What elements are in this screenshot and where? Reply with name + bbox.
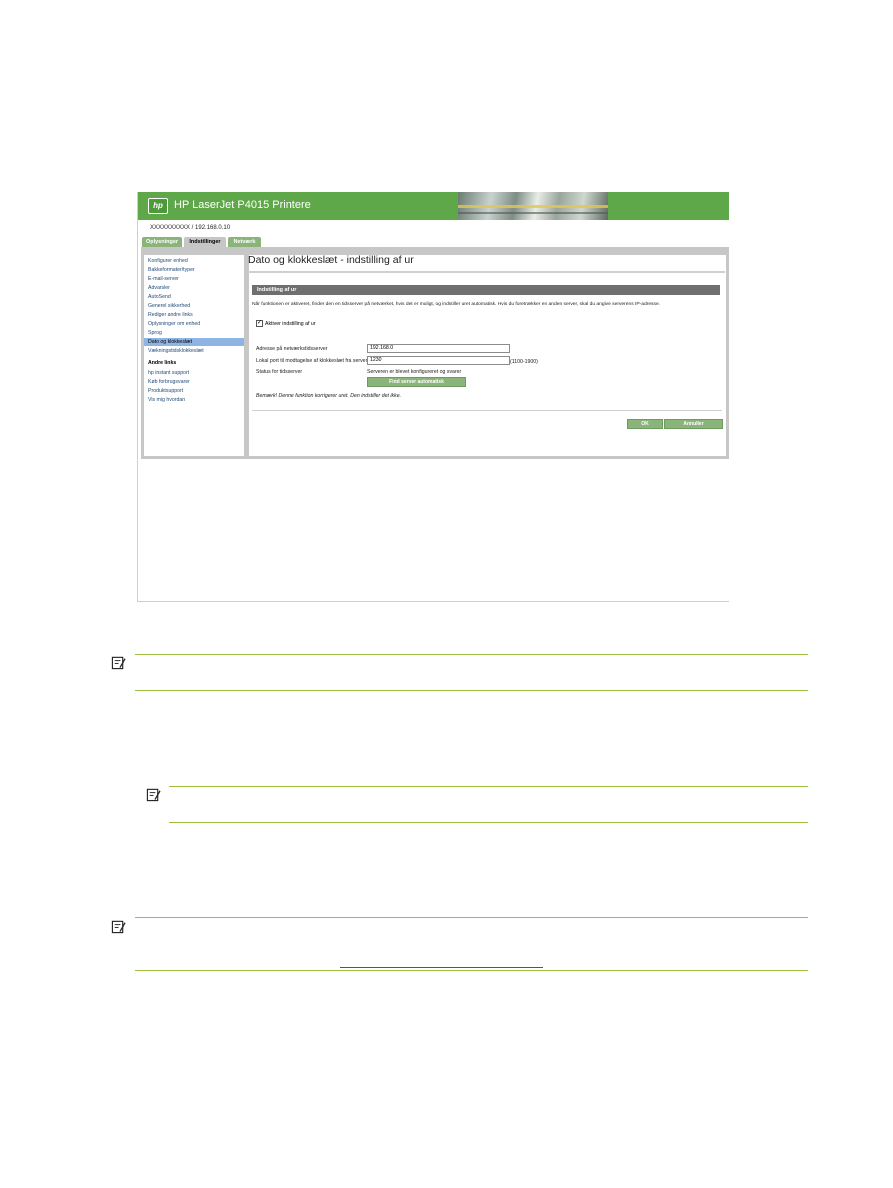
tab-oplysninger[interactable]: Oplysninger — [142, 237, 182, 247]
link-hp-instant-support[interactable]: hp instant support — [148, 370, 190, 376]
note-icon — [111, 919, 126, 934]
device-address: XXXXXXXXXX / 192.168.0.10 — [150, 225, 231, 231]
sidebar — [144, 255, 244, 456]
local-port-input[interactable]: 1230 — [367, 356, 510, 365]
server-status-value: Serveren er blevet konfigureret og svarer — [367, 369, 462, 375]
note-rule-bottom-3 — [135, 970, 808, 971]
hp-logo: hp — [148, 198, 168, 214]
section-description: Når funktionen er aktiveret, finder den en tidsserver på netværket, hvis det er muligt, og indstiller uret automatisk. Hvis du foretrækker en anden server, skal du angive serverens IP-adresse. — [252, 302, 661, 307]
sidebar-item-autosend[interactable]: AutoSend — [148, 294, 171, 300]
page-title: Dato og klokkeslæt - indstilling af ur — [248, 254, 414, 266]
local-port-label: Lokal port til modtagelse af klokkeslæt fra server — [256, 358, 368, 364]
product-title: HP LaserJet P4015 Printere — [174, 199, 311, 211]
sidebar-item-advarsler[interactable]: Advarsler — [148, 285, 170, 291]
sidebar-item-email-server[interactable]: E-mail-server — [148, 276, 179, 282]
local-port-range: (1100-1900) — [510, 359, 538, 365]
note-icon — [146, 787, 161, 802]
tab-indstillinger[interactable]: Indstillinger — [184, 237, 226, 247]
sidebar-item-bakkeformater[interactable]: Bakkeformater/typer — [148, 267, 195, 273]
sidebar-item-vaekningstid[interactable]: Vækningstidsklokkeslæt — [148, 348, 204, 354]
link-vis-mig-hvordan[interactable]: Vis mig hvordan — [148, 397, 186, 403]
server-address-label: Adresse på netværkstidsserver — [256, 346, 328, 352]
hyperlink-underline[interactable] — [340, 967, 543, 968]
note-rule-top-3 — [135, 917, 808, 918]
tab-netvaerk[interactable]: Netværk — [228, 237, 261, 247]
server-address-input[interactable]: 192.168.0 — [367, 344, 510, 353]
note-rule-bottom-1 — [135, 690, 808, 691]
sidebar-item-dato-klokkeslaet[interactable]: Dato og klokkeslæt — [144, 338, 244, 346]
server-status-label: Status for tidsserver — [256, 369, 303, 375]
sidebar-item-sprog[interactable]: Sprog — [148, 330, 162, 336]
note-rule-top-2 — [169, 786, 808, 787]
embedded-screenshot — [137, 192, 729, 602]
clock-note: Bemærk! Denne funktion korrigerer uret. Den indstiller det ikke. — [256, 393, 402, 399]
section-title: Indstilling af ur — [257, 287, 297, 293]
find-server-button[interactable]: Find server automatisk — [367, 377, 466, 387]
ok-button[interactable]: OK — [627, 419, 663, 429]
note-rule-top-1 — [135, 654, 808, 655]
enable-clock-label: Aktiver indstilling af ur — [265, 321, 316, 327]
link-koeb-forbrugsvarer[interactable]: Køb forbrugsvarer — [148, 379, 190, 385]
sidebar-item-generel-sikkerhed[interactable]: Generel sikkerhed — [148, 303, 191, 309]
section-header — [252, 285, 720, 295]
cancel-button[interactable]: Annuller — [664, 419, 723, 429]
note-rule-bottom-2 — [169, 822, 808, 823]
enable-clock-checkbox[interactable]: ✓ — [257, 320, 263, 326]
title-divider — [248, 271, 725, 273]
note-icon — [111, 655, 126, 670]
content-divider — [252, 410, 722, 411]
sidebar-item-rediger-links[interactable]: Rediger andre links — [148, 312, 193, 318]
header-photo — [458, 192, 608, 220]
other-links-heading: Andre links — [148, 360, 177, 366]
link-produktsupport[interactable]: Produktsupport — [148, 388, 184, 394]
sidebar-item-oplysninger-enhed[interactable]: Oplysninger om enhed — [148, 321, 201, 327]
sidebar-item-konfigurer-enhed[interactable]: Konfigurer enhed — [148, 258, 188, 264]
header-bar — [138, 192, 729, 220]
